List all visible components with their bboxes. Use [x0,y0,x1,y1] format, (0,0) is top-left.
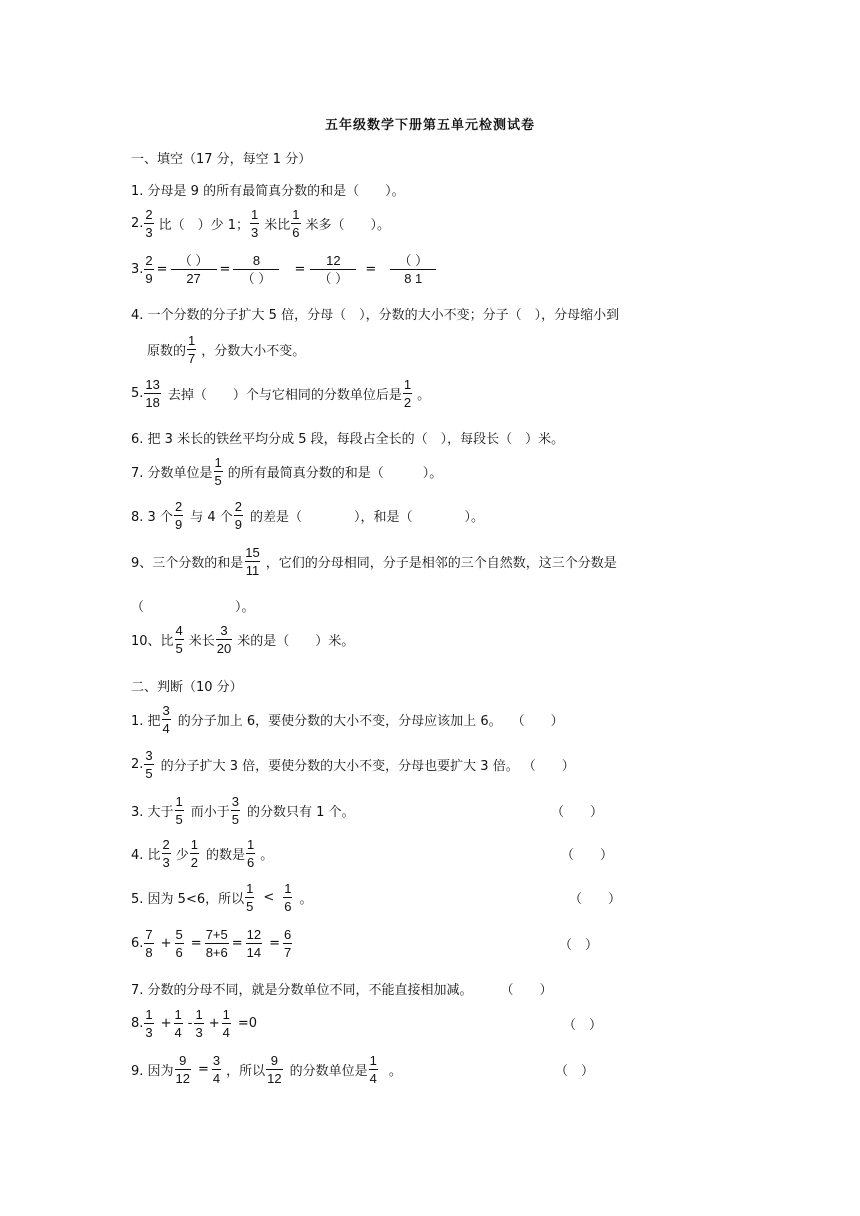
fraction-denominator: 5 [231,812,240,827]
question-text: 。 [260,848,274,863]
fraction [231,795,240,826]
fraction [244,546,260,577]
fraction [222,1008,231,1039]
fraction [144,208,153,239]
fraction [233,254,279,285]
question-text: 的分数只有 1 个。 [247,805,355,820]
question-2-8 [131,1007,603,1040]
question-text: 5. [131,386,144,401]
fraction-denominator: 6 [247,855,255,870]
fraction-numerator: 1 [175,794,183,809]
fraction-numerator: 1 [188,333,196,348]
fraction [246,928,262,959]
question-text: 少 [175,848,189,863]
question-text: （ ） [561,848,614,863]
question-1-4-cont [147,334,305,365]
fraction-numerator: 3 [220,623,228,638]
fraction-denominator: 3 [162,855,170,870]
question-text: （ ） [569,892,622,907]
fraction [283,882,292,913]
fraction-numerator: 2 [234,499,242,514]
fraction [266,1054,282,1085]
fraction-denominator: 6 [175,945,183,960]
fraction-denominator: 7 [188,351,196,366]
question-text: = [190,936,202,951]
fraction-numerator: 1 [403,377,412,392]
fraction [250,208,259,239]
fraction-denominator: 4 [162,721,170,736]
question-2-1 [131,704,564,735]
question-2-2 [131,749,575,780]
question-text: =0 [237,1016,258,1031]
question-2-5 [131,881,622,914]
fraction [175,624,184,655]
fraction-numerator: 5 [175,927,183,942]
question-text: 米长 [188,634,215,649]
question-text: （ ） [522,759,575,774]
question-1-10 [131,624,354,655]
fraction [174,500,183,531]
fraction-numerator: 3 [231,794,240,809]
fraction [174,1008,183,1039]
question-text: 1. 把 [131,714,161,729]
question-text: < [263,890,275,905]
question-text: 7. 分数的分母不同，就是分数单位不同，不能直接相加减。 [131,983,473,998]
fraction [234,500,243,531]
fraction [369,1054,378,1085]
fraction-numerator: 1 [369,1053,377,1068]
question-1-1 [131,180,405,199]
fraction [246,838,255,869]
fraction-numerator: 1 [284,881,292,896]
fraction-denominator: 20 [216,641,232,656]
question-text: 的分数单位是 [289,1064,368,1079]
fraction [175,795,184,826]
fraction-denominator: 2 [403,395,412,410]
fraction-denominator: 27 [171,269,217,285]
question-2-6 [131,927,599,960]
question-2-4 [131,837,614,870]
fraction [310,254,356,285]
question-text: 1. 分母是 9 的所有最简真分数的和是（ ）。 [131,184,405,199]
question-text: = [294,262,306,277]
fraction-numerator: 1 [246,881,254,896]
fraction [171,254,217,285]
fraction [385,254,441,285]
question-1-8 [131,500,484,531]
question-text: = [365,262,377,277]
question-text: 9、三个分数的和是 [131,556,244,571]
fraction-numerator: 4 [175,623,183,638]
fraction-numerator: （ ） [398,253,429,268]
fraction [194,1008,203,1039]
fraction [205,928,229,959]
question-text: （ ） [559,938,599,953]
fraction-denominator: 7 [284,945,292,960]
fraction-denominator: 5 [214,473,222,488]
fraction-denominator: 8+6 [205,945,228,960]
question-text: （ ） [563,1018,603,1033]
fraction-numerator: 3 [162,703,170,718]
fraction-numerator: 15 [245,545,260,560]
question-text: + [208,1016,220,1031]
fraction-numerator: 1 [251,207,259,222]
question-2-9 [131,1053,595,1086]
question-text: （ ） [555,1064,595,1079]
question-2-7 [131,979,553,998]
fraction [245,882,254,913]
fraction-denominator: 4 [174,1025,182,1040]
fraction-numerator: 1 [247,837,255,852]
question-text: = [156,262,168,277]
question-text: 8. [131,1016,144,1031]
question-text: = [231,936,243,951]
question-text: 与 4 个 [190,510,233,525]
fraction-numerator: 2 [162,837,170,852]
section-heading-fill-in [131,148,311,167]
fraction [291,208,300,239]
fraction-denominator: 3 [195,1025,203,1040]
question-2-3 [131,794,604,827]
fraction-denominator: 12 [175,1071,191,1086]
fraction-denominator: 8 1 [390,269,436,285]
fraction [403,378,412,409]
fraction-numerator: 12 [246,927,262,942]
question-text: 的分子加上 6，要使分数的大小不变，分母应该加上 6。 [177,714,502,729]
fraction [144,749,153,780]
question-1-5 [131,378,430,409]
question-text: （ ） [551,805,604,820]
question-text: 米比 [264,218,291,233]
question-text: 的分子扩大 3 倍，要使分数的大小不变，分母也要扩大 3 倍。 [160,759,519,774]
question-text: 的差是（ ），和是（ ）。 [249,510,484,525]
question-text: 原数的 [147,344,187,359]
fraction [144,1008,153,1039]
question-text: （ ） [511,714,564,729]
fraction-denominator: 5 [175,812,183,827]
fraction-denominator: 9 [145,271,153,286]
question-text: 的所有最简真分数的和是（ ）。 [227,466,443,481]
question-text: 3. 大于 [131,805,174,820]
question-text: 米多（ ）。 [305,218,391,233]
fraction [175,928,184,959]
fraction-numerator: 3 [145,748,153,763]
fraction-numerator: 1 [195,1007,203,1022]
fraction-denominator: 9 [174,517,183,532]
question-1-6 [131,428,564,447]
question-text: = [269,936,281,951]
question-text: 7. 分数单位是 [131,466,213,481]
fraction-denominator: 4 [222,1025,230,1040]
fraction-denominator: （ ） [233,269,279,285]
section-heading-judge [131,676,243,695]
fraction-denominator: 5 [175,641,183,656]
fraction [144,378,160,409]
fraction [144,254,153,285]
question-text: 4. 一个分数的分子扩大 5 倍，分母（ ），分数的大小不变；分子（ ），分母缩小到 [131,308,620,323]
question-text: 。 [388,1064,402,1079]
question-text: ，分数大小不变。 [201,344,306,359]
question-text: + [160,936,172,951]
fraction-denominator: 6 [284,899,292,914]
fraction-numerator: 7+5 [205,927,228,942]
question-text: 10、比 [131,634,174,649]
fraction-denominator: 18 [145,395,160,410]
fraction [216,624,232,655]
question-1-3 [131,254,442,285]
fraction-numerator: 9 [270,1053,279,1068]
fraction-numerator: 1 [190,837,199,852]
question-text: = [219,262,231,277]
question-text: 。 [417,388,431,403]
question-text: 。 [299,892,313,907]
question-text: 二、判断（10 分） [131,680,243,695]
question-1-9-cont [131,596,255,615]
question-text: 去掉（ ）个与它相同的分数单位后是 [167,388,402,403]
question-text: 一、填空（17 分，每空 1 分） [131,152,312,167]
question-text: （ ） [500,983,553,998]
fraction-numerator: 6 [284,927,292,942]
fraction-numerator: 2 [145,253,153,268]
fraction-numerator: 12 [326,253,341,268]
question-text: = [198,1062,209,1077]
question-text: 4. 比 [131,848,161,863]
question-text: 9. 因为 [131,1064,174,1079]
fraction-denominator: 3 [251,225,259,240]
question-text: 5. 因为 5<6，所以 [131,892,245,907]
fraction-numerator: 2 [145,207,153,222]
fraction-numerator: 1 [145,1007,153,1022]
fraction-denominator: 14 [246,945,262,960]
fraction-numerator: 13 [145,377,160,392]
fraction [162,704,171,735]
fraction [214,456,223,487]
question-text: 2. [131,757,144,772]
fraction [283,928,292,959]
fraction-numerator: 2 [174,499,183,514]
question-text: 8. 3 个 [131,510,173,525]
question-text: 6. [131,936,144,951]
fraction-denominator: 11 [245,563,260,578]
fraction-denominator: 4 [369,1071,377,1086]
question-text: 6. 把 3 米长的铁丝平均分成 5 段，每段占全长的（ ），每段长（ ）米。 [131,432,565,447]
fraction-denominator: （ ） [310,269,356,285]
question-text: （ ）。 [131,600,255,615]
fraction [144,928,153,959]
fraction-numerator: 1 [292,207,300,222]
question-text: 比（ ）少 1； [158,218,250,233]
fraction-numerator: 1 [174,1007,182,1022]
question-text: ，所以 [226,1064,266,1079]
fraction [190,838,199,869]
page-title: 五年级数学下册第五单元检测试卷 [324,118,535,133]
question-1-7 [131,456,442,487]
fraction-denominator: 3 [145,1025,153,1040]
question-1-2 [131,208,390,239]
question-text: ，它们的分母相同，分子是相邻的三个自然数，这三个分数是 [265,556,617,571]
fraction-numerator: 9 [179,1053,187,1068]
question-text: - [187,1016,193,1031]
fraction-numerator: （ ） [178,253,209,268]
fraction-denominator: 4 [212,1071,221,1086]
fraction-denominator: 8 [145,945,153,960]
fraction-denominator: 2 [190,855,199,870]
fraction-denominator: 6 [292,225,300,240]
fraction [162,838,171,869]
question-text: 米的是（ ）米。 [237,634,355,649]
fraction-denominator: 5 [145,766,153,781]
question-1-9 [131,546,617,577]
question-text: 的数是 [206,848,246,863]
question-text: 2. [131,216,144,231]
fraction-numerator: 1 [222,1007,230,1022]
question-text: 3. [131,262,144,277]
fraction-denominator: 5 [246,899,254,914]
fraction [212,1054,221,1085]
fraction-denominator: 12 [267,1071,282,1086]
question-text: + [160,1016,172,1031]
fraction-numerator: 1 [214,455,222,470]
fraction-denominator: 9 [234,517,242,532]
question-text: 而小于 [190,805,230,820]
fraction-numerator: 8 [252,253,261,268]
fraction [175,1054,191,1085]
question-1-4 [131,304,619,323]
fraction [187,334,196,365]
fraction-denominator: 3 [145,225,153,240]
fraction-numerator: 3 [212,1053,221,1068]
fraction-numerator: 7 [145,927,153,942]
